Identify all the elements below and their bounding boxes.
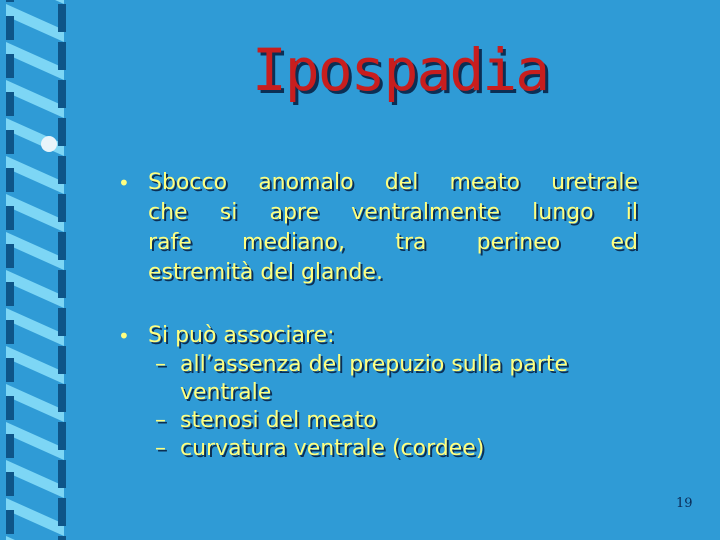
ribbon-strand-dark — [6, 434, 14, 458]
ribbon-strand-dark — [58, 460, 66, 488]
page-number: 19 — [676, 496, 693, 511]
sub-item-1-text: all’assenza del prepuzio sulla parte — [180, 352, 569, 377]
bullet-1-line-4: estremità del glande. — [148, 260, 383, 285]
sub-item-3-text: curvatura ventrale (cordee) — [180, 436, 485, 461]
slide-title: Ipospadia — [251, 36, 549, 104]
ribbon-strand-dark — [58, 308, 66, 336]
bullet-item-1 — [118, 168, 638, 288]
ribbon-strand-dark — [58, 232, 66, 260]
bullet-dot: • — [118, 324, 130, 348]
ribbon-strand-dark — [6, 510, 14, 534]
ribbon-decoration — [0, 0, 90, 540]
bullet-item-2 — [118, 321, 638, 351]
ribbon-strand-dark — [6, 282, 14, 306]
sub-dash: – — [155, 408, 166, 433]
sub-list — [118, 351, 638, 463]
sub-dash: – — [155, 436, 166, 461]
ribbon-strand-dark — [58, 536, 66, 540]
ribbon-strand-dark — [6, 244, 14, 268]
ribbon-strand-dark — [58, 80, 66, 108]
ribbon-strand-dark — [6, 396, 14, 420]
ribbon-strand-dark — [58, 42, 66, 70]
ribbon-strand-dark — [6, 16, 14, 40]
bullet-2-head: Si può associare: — [148, 323, 335, 348]
slide-body — [118, 168, 638, 463]
sub-item-3 — [118, 435, 638, 463]
bullet-1-line-2: che si apre ventralmente lungo il — [148, 200, 638, 225]
ribbon-strand-dark — [58, 156, 66, 184]
sub-dash: – — [155, 352, 166, 377]
ribbon-strand-dark — [58, 346, 66, 374]
ribbon-strand-dark — [6, 358, 14, 382]
bullet-1-line-3: rafe mediano, tra perineo ed — [148, 230, 638, 255]
ribbon-strand-dark — [58, 422, 66, 450]
bullet-1-line-1: Sbocco anomalo del meato uretrale — [148, 170, 638, 195]
ribbon-strand-dark — [6, 206, 14, 230]
ribbon-strand-dark — [58, 194, 66, 222]
ribbon-strand-dark — [6, 168, 14, 192]
ribbon-strand-dark — [58, 4, 66, 32]
sub-item-2-text: stenosi del meato — [180, 408, 377, 433]
ribbon-strand-dark — [6, 54, 14, 78]
ribbon-strand-dark — [58, 384, 66, 412]
ribbon-strand-dark — [58, 498, 66, 526]
ribbon-strand-dark — [6, 92, 14, 116]
sub-item-2 — [118, 407, 638, 435]
ribbon-ball — [41, 136, 57, 152]
ribbon-strand-dark — [6, 0, 14, 2]
ribbon-strand-dark — [6, 130, 14, 154]
ribbon-strand-dark — [6, 472, 14, 496]
ribbon-strand-dark — [58, 118, 66, 146]
ribbon-strand-dark — [58, 270, 66, 298]
sub-item-1-continuation — [118, 379, 638, 407]
bullet-dot: • — [118, 171, 130, 195]
sub-item-1-cont-text: ventrale — [180, 380, 272, 405]
ribbon-strand-dark — [6, 320, 14, 344]
sub-item-1 — [118, 351, 638, 379]
